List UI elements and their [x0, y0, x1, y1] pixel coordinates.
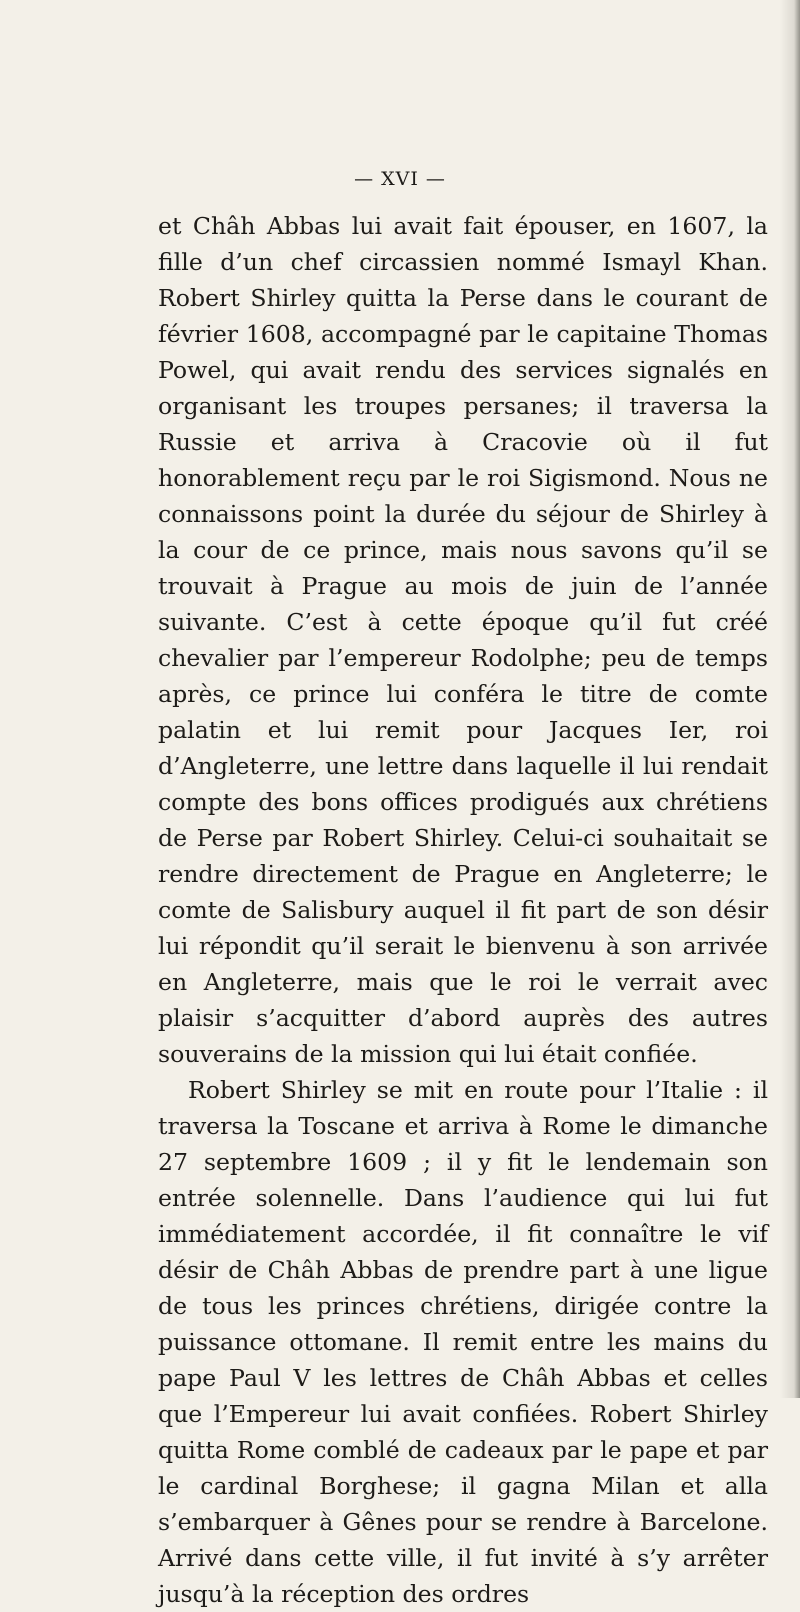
paragraph-2: Robert Shirley se mit en route pour l’Italie : il traversa la Toscane et arriva à Rome le dimanche 27 septembre 1609 ; il y fit le lendemain son entrée solennelle. Dans l’audience qui lui fut immédiatement accordée, il fit connaître le vif désir de Châh Abbas de prendre part à une ligue de tous les princes chrétiens, dirigée contre la puissance ottomane. Il remit entre les mains du pape Paul V les lettres de Châh Abbas et celles que l’Empereur lui avait confiées. Robert Shirley quitta Rome comblé de cadeaux par le pape et par le cardinal Borghese; il gagna Milan et alla s’embarquer à Gênes pour se rendre à Barcelone. Arrivé dans cette ville, il fut invité à s’y arrêter jusqu’à la réception des ordres — [158, 1076, 768, 1608]
body-text — [158, 208, 768, 1612]
paragraph-1: et Châh Abbas lui avait fait épouser, en 1607, la fille d’un chef circassien nommé Ismayl Khan. Robert Shirley quitta la Perse dans le courant de février 1608, accompagné par le capitaine Thomas Powel, qui avait rendu des services signalés en organisant les troupes persanes; il traversa la Russie et arriva à Cracovie où il fut honorablement reçu par le roi Sigismond. Nous ne connaissons point la durée du séjour de Shirley à la cour de ce prince, mais nous savons qu’il se trouvait à Prague au mois de juin de l’année suivante. C’est à cette époque qu’il fut créé chevalier par l’empereur Rodolphe; peu de temps après, ce prince lui conféra le titre de comte palatin et lui remit pour Jacques Ier, roi d’Angleterre, une lettre dans laquelle il lui rendait compte des bons offices prodigués aux chrétiens de Perse par Robert Shirley. Celui-ci souhaitait se rendre directement de Prague en Angleterre; le comte de Salisbury auquel il fit part de son désir lui répondit qu’il serait le bienvenu à son arrivée en Angleterre, mais que le roi le verrait avec plaisir s’acquitter d’abord auprès des autres souverains de la mission qui lui était confiée. — [158, 212, 768, 1068]
page-edge-shadow — [780, 0, 800, 1398]
page-number: — XVI — — [354, 168, 446, 190]
